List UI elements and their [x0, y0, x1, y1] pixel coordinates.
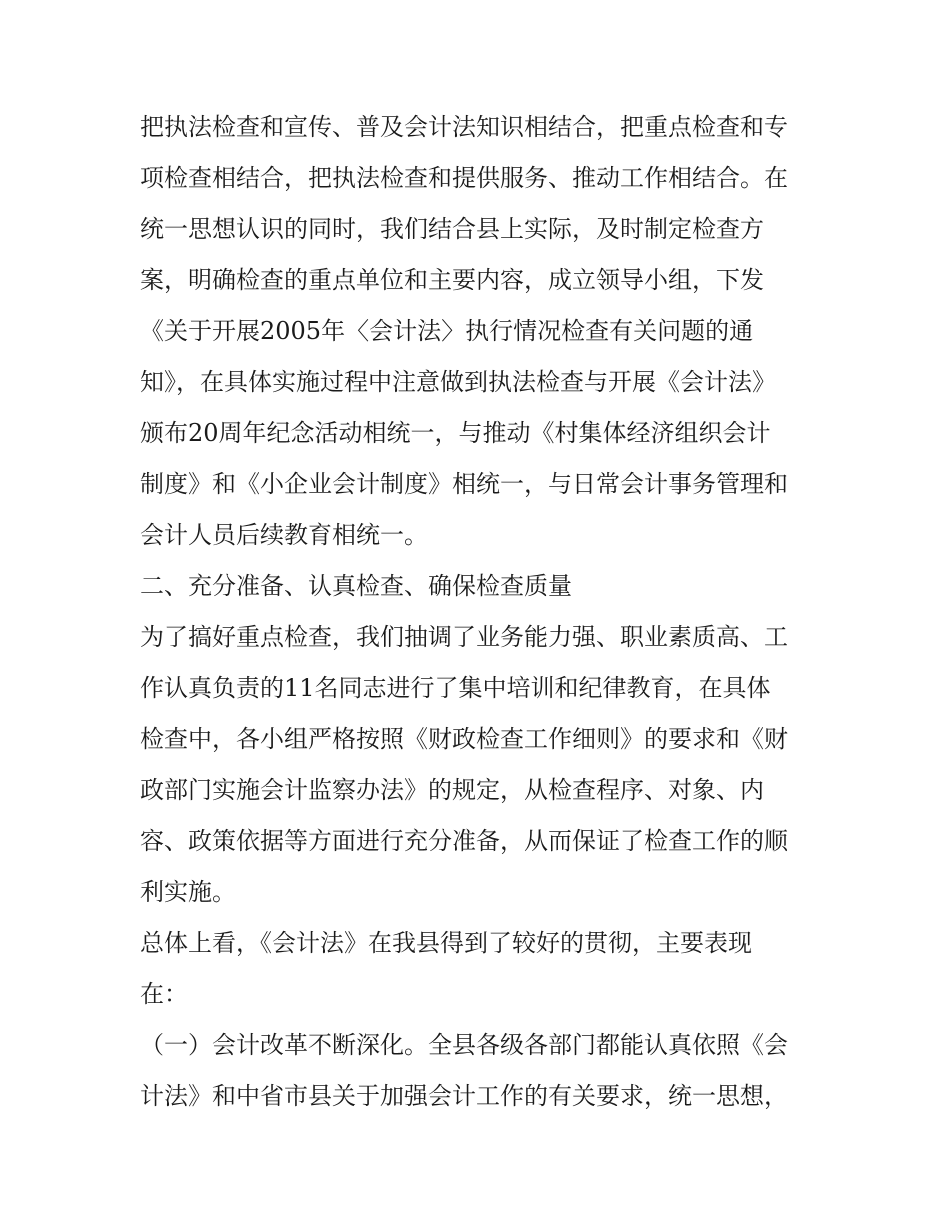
text-line: 《关于开展2005年〈会计法〉执行情况检查有关问题的通	[140, 317, 754, 345]
text-line: 作认真负责的11名同志进行了集中培训和纪律教育，在具体	[140, 674, 771, 702]
text-line: 案，明确检查的重点单位和主要内容，成立领导小组，下发	[140, 266, 764, 294]
text-line: （一）会计改革不断深化。全县各级各部门都能认真依照《会	[140, 1031, 788, 1059]
text-line: 政部门实施会计监察办法》的规定，从检查程序、对象、内	[140, 776, 764, 804]
text-line: 统一思想认识的同时，我们结合县上实际，及时制定检查方	[140, 215, 764, 243]
text-line: 颁布20周年纪念活动相统一，与推动《村集体经济组织会计	[140, 419, 771, 447]
text-line: 制度》和《小企业会计制度》相统一，与日常会计事务管理和	[140, 470, 788, 498]
text-line: 检查中，各小组严格按照《财政检查工作细则》的要求和《财	[140, 725, 788, 753]
text-line: 把执法检查和宣传、普及会计法知识相结合，把重点检查和专	[140, 113, 788, 141]
text-line: 会计人员后续教育相统一。	[140, 521, 428, 549]
text-line: 在：	[140, 980, 188, 1008]
text-line: 利实施。	[140, 878, 236, 906]
text-line: 为了搞好重点检查，我们抽调了业务能力强、职业素质高、工	[140, 623, 788, 651]
text-line: 项检查相结合，把执法检查和提供服务、推动工作相结合。在	[140, 164, 788, 192]
text-line: 知》，在具体实施过程中注意做到执法检查与开展《会计法》	[140, 368, 776, 396]
text-line: 计法》和中省市县关于加强会计工作的有关要求，统一思想，	[140, 1082, 788, 1110]
text-line: 容、政策依据等方面进行充分准备，从而保证了检查工作的顺	[140, 827, 788, 855]
section-heading: 二、充分准备、认真检查、确保检查质量	[140, 572, 572, 600]
text-line: 总体上看，《会计法》在我县得到了较好的贯彻，主要表现	[140, 929, 752, 957]
